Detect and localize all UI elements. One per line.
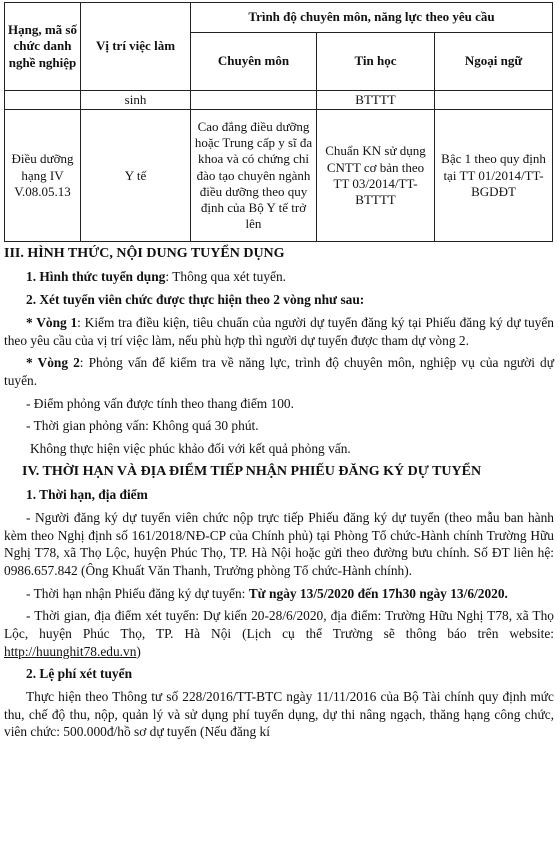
round-1-text: : Kiểm tra điều kiện, tiêu chuẩn của người dự tuyển đăng ký tại Phiếu đăng ký dự tuyển theo yêu cầu của vị trí việc làm, nếu phù hợp thì người dự tuyển được tham dự vòng 2. (4, 314, 554, 348)
round-2 (4, 354, 554, 389)
fee-info: Thực hiện theo Thông tư số 228/2016/TT-BTC ngày 11/11/2016 của Bộ Tài chính quy định mức thu, chế độ thu, nộp, quản lý và sử dụng phí tuyển dụng, dự thi nâng ngạch, thăng hạng công chức, viên chức: 500.000đ/hồ sơ dự tuyển (Nếu đăng kí (4, 689, 554, 740)
selection-time-place-end: ) (136, 643, 141, 659)
cell-specialty: Cao đẳng điều dưỡng hoặc Trung cấp y sĩ đa khoa và có chứng chỉ đào tạo chuyên ngành điều dưỡng theo quy định của Bộ Y tế trở lên (191, 110, 317, 242)
recruitment-form (4, 268, 554, 286)
submission-deadline-label: - Thời hạn nhận Phiếu đăng ký dự tuyển: (26, 585, 249, 601)
header-specialty: Chuyên môn (191, 33, 317, 91)
round-2-label: * Vòng 2 (26, 355, 80, 371)
deadline-location-heading: 1. Thời hạn, địa điểm (26, 487, 148, 503)
header-rank-code: Hạng, mã số chức danh nghề nghiệp (5, 3, 81, 91)
document-body (4, 242, 554, 741)
interview-time: - Thời gian phỏng vấn: Không quá 30 phút. (26, 418, 259, 434)
submission-info: - Người đăng ký dự tuyển viên chức nộp trực tiếp Phiếu đăng ký dự tuyển (theo mẫu ban hành kèm theo Nghị định số 161/2018/NĐ-CP của Chính phủ) tại Phòng Tổ chức-Hành chính Trường Hữu Nghị T78, xã Thọ Lộc, huyện Phúc Thọ, TP. Hà Nội hoặc gửi theo đường bưu chính. Số ĐT liên hệ: 0986.657.842 (Ông Khuất Văn Thanh, Trưởng phòng Tổ chức-Hành chính). (4, 509, 554, 578)
cell-empty (435, 91, 553, 110)
cell-top-it: BTTTT (317, 91, 435, 110)
selection-time-place-text: - Thời gian, địa điểm xét tuyển: Dự kiến 20-28/6/2020, địa điểm: Trường Hữu Nghị T78, xã Thọ Lộc, huyện Phúc Thọ, TP. Hà Nội (Lịch cụ thể Trường sẽ thông báo trên website: (4, 608, 554, 641)
section-3-heading: III. HÌNH THỨC, NỘI DUNG TUYỂN DỤNG (4, 246, 285, 261)
recruitment-form-label: 1. Hình thức tuyển dụng (26, 269, 166, 285)
cell-rank: Điều dưỡng hạng IV V.08.05.13 (5, 110, 81, 242)
recruitment-form-text: : Thông qua xét tuyển. (165, 269, 287, 285)
cell-empty (5, 91, 81, 110)
no-review-note: Không thực hiện việc phúc khảo đối với kết quả phỏng vấn. (30, 440, 351, 456)
header-it: Tin học (317, 33, 435, 91)
submission-deadline (4, 585, 554, 603)
header-language: Ngoại ngữ (435, 33, 553, 91)
round-1 (4, 314, 554, 349)
cell-position: Y tế (81, 110, 191, 242)
cell-language: Bậc 1 theo quy định tại TT 01/2014/TT-BGDĐT (435, 110, 553, 242)
round-2-text: : Phỏng vấn để kiểm tra về năng lực, trình độ chuyên môn, nghiệp vụ của người dự tuyển. (4, 355, 554, 388)
round-1-label: * Vòng 1 (26, 314, 78, 330)
school-website-link[interactable]: http://huunghit78.edu.vn (4, 643, 137, 659)
submission-deadline-dates: Từ ngày 13/5/2020 đến 17h30 ngày 13/6/2020. (248, 585, 508, 601)
rounds-heading: 2. Xét tuyển viên chức được thực hiện theo 2 vòng như sau: (26, 292, 365, 308)
section-4-heading: IV. THỜI HẠN VÀ ĐỊA ĐIỂM TIẾP NHẬN PHIẾU ĐĂNG KÝ DỰ TUYỂN (22, 463, 482, 479)
selection-time-place (4, 607, 554, 660)
cell-it: Chuẩn KN sử dụng CNTT cơ bản theo TT 03/2014/TT-BTTTT (317, 110, 435, 242)
cell-top-position: sinh (81, 91, 191, 110)
header-position: Vị trí việc làm (81, 3, 191, 91)
header-requirements-group: Trình độ chuyên môn, năng lực theo yêu cầu (191, 3, 553, 33)
cell-empty (191, 91, 317, 110)
fee-heading: 2. Lệ phí xét tuyển (26, 666, 133, 682)
interview-score: - Điểm phỏng vấn được tính theo thang điểm 100. (26, 395, 294, 411)
recruitment-table (4, 2, 553, 242)
